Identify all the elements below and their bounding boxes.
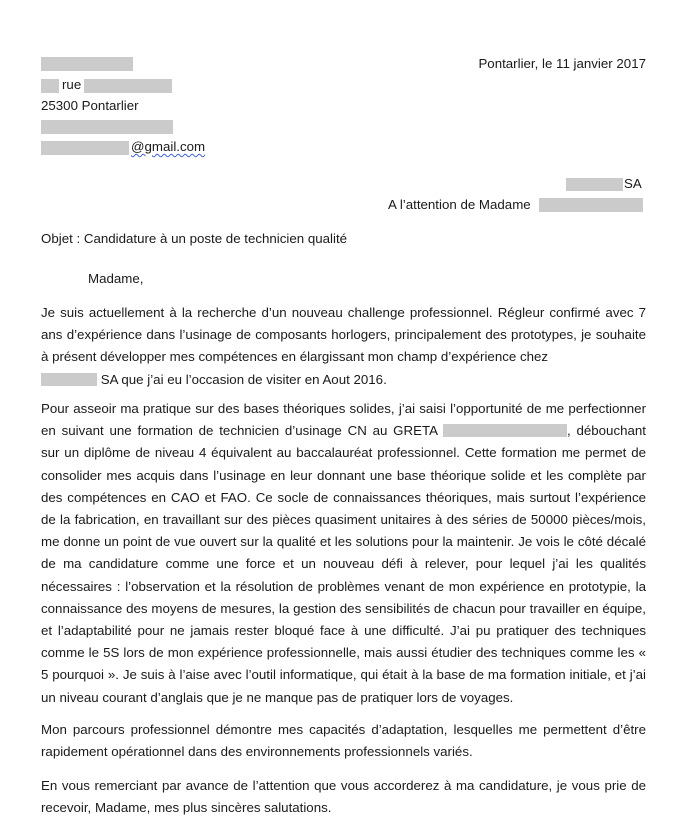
redacted-company-inline (41, 373, 97, 386)
salutation: Madame, (88, 271, 144, 286)
recipient-company-suffix: SA (624, 176, 642, 191)
redacted-recipient-name (539, 198, 643, 212)
redacted-email-user (41, 141, 129, 155)
sender-city-line: 25300 Pontarlier (41, 98, 139, 113)
paragraph-1-tail: SA que j’ai eu l’occasion de visiter en Aout 2016. (97, 371, 387, 387)
recipient-attention: A l’attention de Madame (388, 197, 531, 212)
redacted-company-name (566, 178, 623, 191)
paragraph-3 (41, 719, 646, 763)
date-line: Pontarlier, le 11 janvier 2017 (478, 56, 646, 71)
subject-line: Objet : Candidature à un poste de technicien qualité (41, 231, 348, 246)
redacted-street-number (41, 79, 59, 93)
paragraph-4 (41, 775, 646, 819)
redacted-phone (41, 120, 173, 134)
paragraph-3-text: Mon parcours professionnel démontre mes capacités d’adaptation, lesquelles me permettent d’être rapidement opérationnel dans des environnements professionnels variés. (41, 722, 646, 760)
redacted-street-name (84, 79, 172, 93)
paragraph-2 (41, 398, 646, 709)
paragraph-1 (41, 302, 646, 391)
paragraph-4-text: En vous remerciant par avance de l’attention que vous accorderez à ma candidature, je vous prie de recevoir, Madame, mes plus sincères salutations. (41, 778, 646, 816)
paragraph-2-part1: Pour asseoir ma pratique sur des bases théoriques solides, j’ai saisi l’opportunité de me perfectionner en suivant une formation de technicien d’usinage CN au GRETA (41, 401, 646, 439)
paragraph-2-part2: , débouchant sur un diplôme de niveau 4 équivalent au baccalauréat professionnel. Cette formation me permet de consolider mes acquis dans l’usinage en leur donnant une base théorique solide et les complète par des compétences en CAO et FAO. Ce socle de connaissances théoriques, mais surtout l’expérience de la fabrication, en travaillant sur des pièces quasiment unitaires à des séries de 50000 pièces/mois, me donne un point de vue ouvert sur la qualité et les solutions pour la maintenir. Je vois le côté décalé de ma candidature comme une force et un nouveau défi à relever, pour lequel j’ai les qualités nécessaires : l’observation et la résolution de problèmes venant de mon expérience en prototypie, la connaissance des moyens de mesures, la gestion des sensibilités de chacun pour travailler en équipe, et l’adaptabilité pour ne jamais rester bloqué face à une difficulté. J’ai pu pratiquer des techniques comme le 5S lors de mon expérience professionnelle, mais aussi étudier des techniques comme les « 5 pourquoi ». Je suis à l’aise avec l’outil informatique, qui était à la base de ma formation initiale, et j’ai un niveau courant d’anglais que je ne manque pas de pratiquer lors de voyages. (41, 423, 646, 705)
redacted-greta-site (443, 424, 567, 437)
paragraph-1-main: Je suis actuellement à la recherche d’un nouveau challenge professionnel. Régleur confirmé avec 7 ans d’expérience dans l’usinage de composants horlogers, principalement des prototypes, je souhaite à présent développer mes compétences en élargissant mon champ d’expérience chez (41, 305, 646, 365)
sender-street-prefix: rue (62, 77, 82, 92)
redacted-sender-name (41, 57, 133, 71)
sender-email-domain: @gmail.com (131, 139, 206, 154)
